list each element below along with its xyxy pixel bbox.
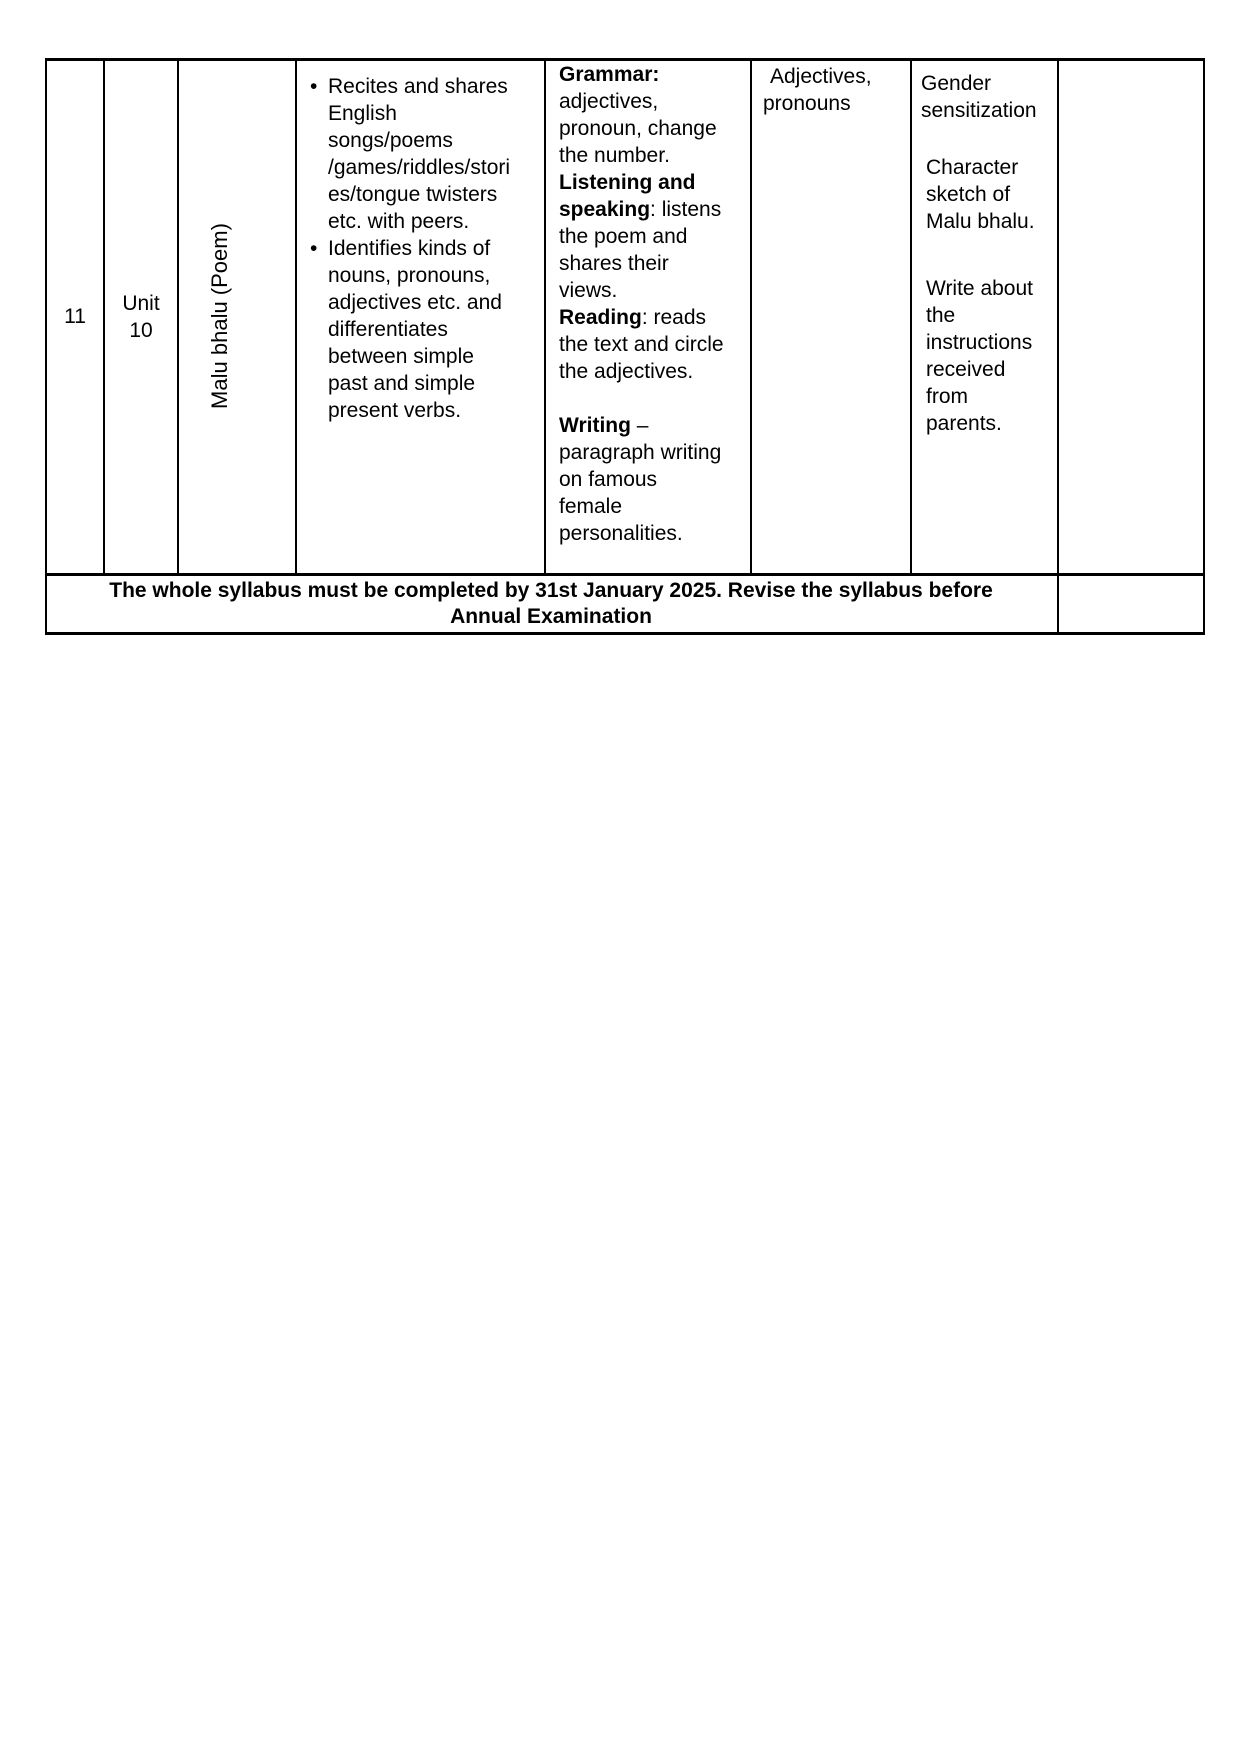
integration-line: sensitization (921, 99, 1037, 122)
integration-line: parents. (926, 412, 1002, 435)
col-border-5 (750, 58, 752, 575)
integration-line: from (926, 385, 968, 408)
outcome-line: etc. with peers. (328, 210, 470, 233)
footer-note (47, 576, 1055, 634)
col-border-3 (295, 58, 297, 575)
activity-line: – (630, 414, 649, 437)
activity-line: the text and circle (559, 333, 724, 356)
footer-line-1: The whole syllabus must be completed by 31st January 2025. Revise the syllabus before (109, 579, 993, 602)
col-border-0 (45, 58, 47, 634)
outcome-line: songs/poems (328, 129, 453, 152)
activity-line: personalities. (559, 522, 683, 545)
integration-line: received (926, 358, 1006, 381)
assessment (763, 63, 908, 117)
activity-line: the adjectives. (559, 360, 694, 383)
activity-line: shares their (559, 252, 669, 275)
activity-line: the number. (559, 144, 670, 167)
writing-label: Writing (559, 414, 631, 437)
outcome-item (310, 73, 542, 235)
outcome-line: es/tongue twisters (328, 183, 498, 206)
col-border-6 (910, 58, 912, 575)
unit-number: 10 (129, 319, 153, 342)
activity-line: adjectives, (559, 90, 659, 113)
syllabus-table (45, 58, 1205, 634)
outcome-line: • Identifies kinds of (328, 237, 491, 260)
outcome-line: differentiates (328, 318, 448, 341)
outcome-line: adjectives etc. and (328, 291, 502, 314)
integration-line: the (926, 304, 956, 327)
serial-number (47, 303, 103, 330)
outcome-line: nouns, pronouns, (328, 264, 491, 287)
grammar-label: Grammar: (559, 63, 660, 86)
integration-line: Gender (921, 72, 992, 95)
speaking-label: speaking (559, 198, 651, 221)
outcome-item (310, 235, 542, 424)
col-border-7 (1057, 58, 1059, 634)
outcome-line: /games/riddles/stori (328, 156, 511, 179)
unit-word: Unit (122, 292, 160, 315)
footer-line-2: Annual Examination (450, 605, 652, 628)
activity-line: the poem and (559, 225, 688, 248)
activity-line: pronoun, change (559, 117, 717, 140)
integration-line: Character (926, 156, 1019, 179)
integration (921, 70, 1056, 437)
lesson-title: Malu bhalu (Poem) (207, 222, 232, 409)
serial-number-text: 11 (64, 305, 86, 328)
assessment-line: Adjectives, (770, 65, 872, 88)
integration-line: instructions (926, 331, 1033, 354)
integration-line: Write about (926, 277, 1033, 300)
activity-line: : reads (641, 306, 707, 329)
col-border-4 (544, 58, 546, 575)
outcome-line: • Recites and shares (328, 75, 508, 98)
outcome-line: past and simple (328, 372, 476, 395)
outcome-line: present verbs. (328, 399, 462, 422)
activity-line: views. (559, 279, 618, 302)
outcome-line: English (328, 102, 397, 125)
col-border-8 (1203, 58, 1205, 634)
lesson-title-cell (161, 58, 279, 573)
reading-label: Reading (559, 306, 642, 329)
activity-line: female (559, 495, 623, 518)
activity-line: : listens (650, 198, 722, 221)
assessment-line: pronouns (763, 92, 851, 115)
learning-outcomes (310, 73, 542, 424)
activities (559, 61, 749, 547)
listening-label: Listening and (559, 171, 696, 194)
integration-line: sketch of (926, 183, 1011, 206)
activity-line: on famous (559, 468, 658, 491)
activity-line: paragraph writing (559, 441, 722, 464)
integration-line: Malu bhalu. (926, 210, 1035, 233)
outcome-line: between simple (328, 345, 474, 368)
